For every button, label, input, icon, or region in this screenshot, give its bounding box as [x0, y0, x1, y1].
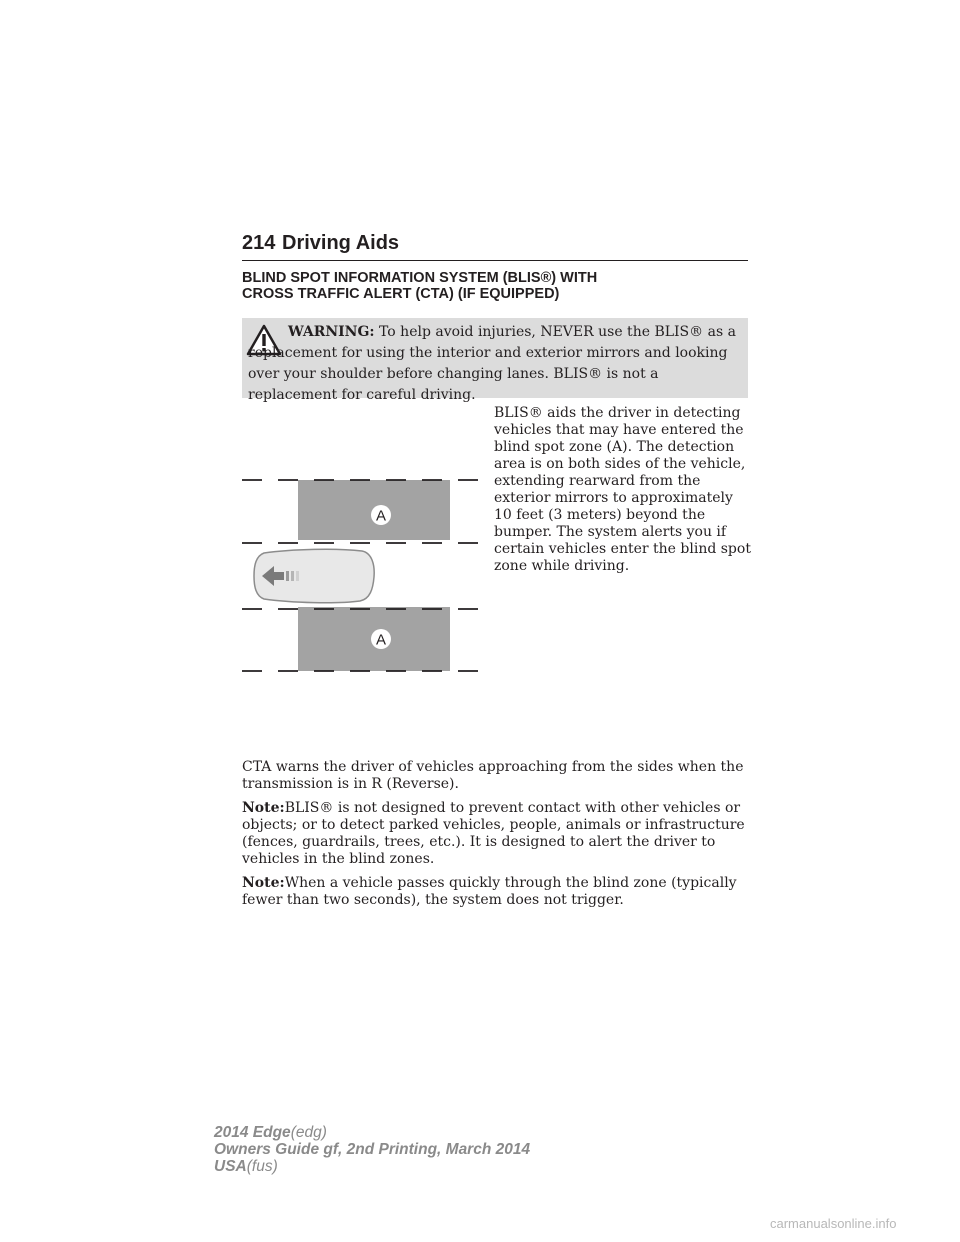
heading-line-1: BLIND SPOT INFORMATION SYSTEM (BLIS®) WITH	[242, 270, 598, 286]
footer-market: USA	[214, 1158, 247, 1175]
warning-text	[248, 322, 738, 406]
note-label: Note:	[242, 875, 285, 891]
page-number: 214	[242, 232, 276, 254]
heading-line-2: CROSS TRAFFIC ALERT (CTA) (IF EQUIPPED)	[242, 286, 560, 302]
warning-box	[242, 318, 748, 403]
footer-market-code: (fus)	[246, 1158, 278, 1175]
zone-label-top: A	[375, 507, 387, 525]
watermark: carmanualsonline.info	[770, 1216, 897, 1231]
page-header	[242, 232, 748, 261]
footer-model-code: (edg)	[290, 1124, 327, 1141]
vehicle-icon	[254, 549, 374, 602]
section-title: Driving Aids	[282, 232, 400, 254]
note-paragraph	[242, 875, 748, 909]
blind-spot-diagram	[242, 475, 488, 687]
warning-body: To help avoid injuries, NEVER use the BLIS® as a replacement for using the interior and exterior mirrors and looking over your shoulder before changing lanes. BLIS® is not a replacement for careful driving.	[248, 324, 736, 403]
footer-guide: Owners Guide gf, 2nd Printing, March 2014	[214, 1141, 531, 1158]
cta-paragraph: CTA warns the driver of vehicles approaching from the sides when the transmission is in R (Reverse).	[242, 759, 744, 792]
warning-label: WARNING:	[288, 324, 375, 340]
section-heading	[242, 270, 748, 302]
body-content	[242, 759, 748, 916]
page-footer	[214, 1124, 634, 1175]
note-label: Note:	[242, 800, 285, 816]
footer-model: 2014 Edge	[214, 1124, 291, 1141]
note-text: BLIS® is not designed to prevent contact with other vehicles or objects; or to detect parked vehicles, people, animals or infrastructure (fences, guardrails, trees, etc.). It is designed to alert the driver to vehicles in the blind zones.	[242, 800, 745, 867]
intro-paragraph: BLIS® aids the driver in detecting vehicles that may have entered the blind spot zone (A). The detection area is on both sides of the vehicle, extending rearward from the exterior mirrors to approximately 10 feet (3 meters) beyond the bumper. The system alerts you if certain vehicles enter the blind spot zone while driving.	[494, 405, 751, 574]
zone-label-bottom: A	[375, 631, 387, 649]
note-paragraph	[242, 800, 748, 868]
note-text: When a vehicle passes quickly through the blind zone (typically fewer than two seconds), the system does not trigger.	[242, 875, 737, 908]
